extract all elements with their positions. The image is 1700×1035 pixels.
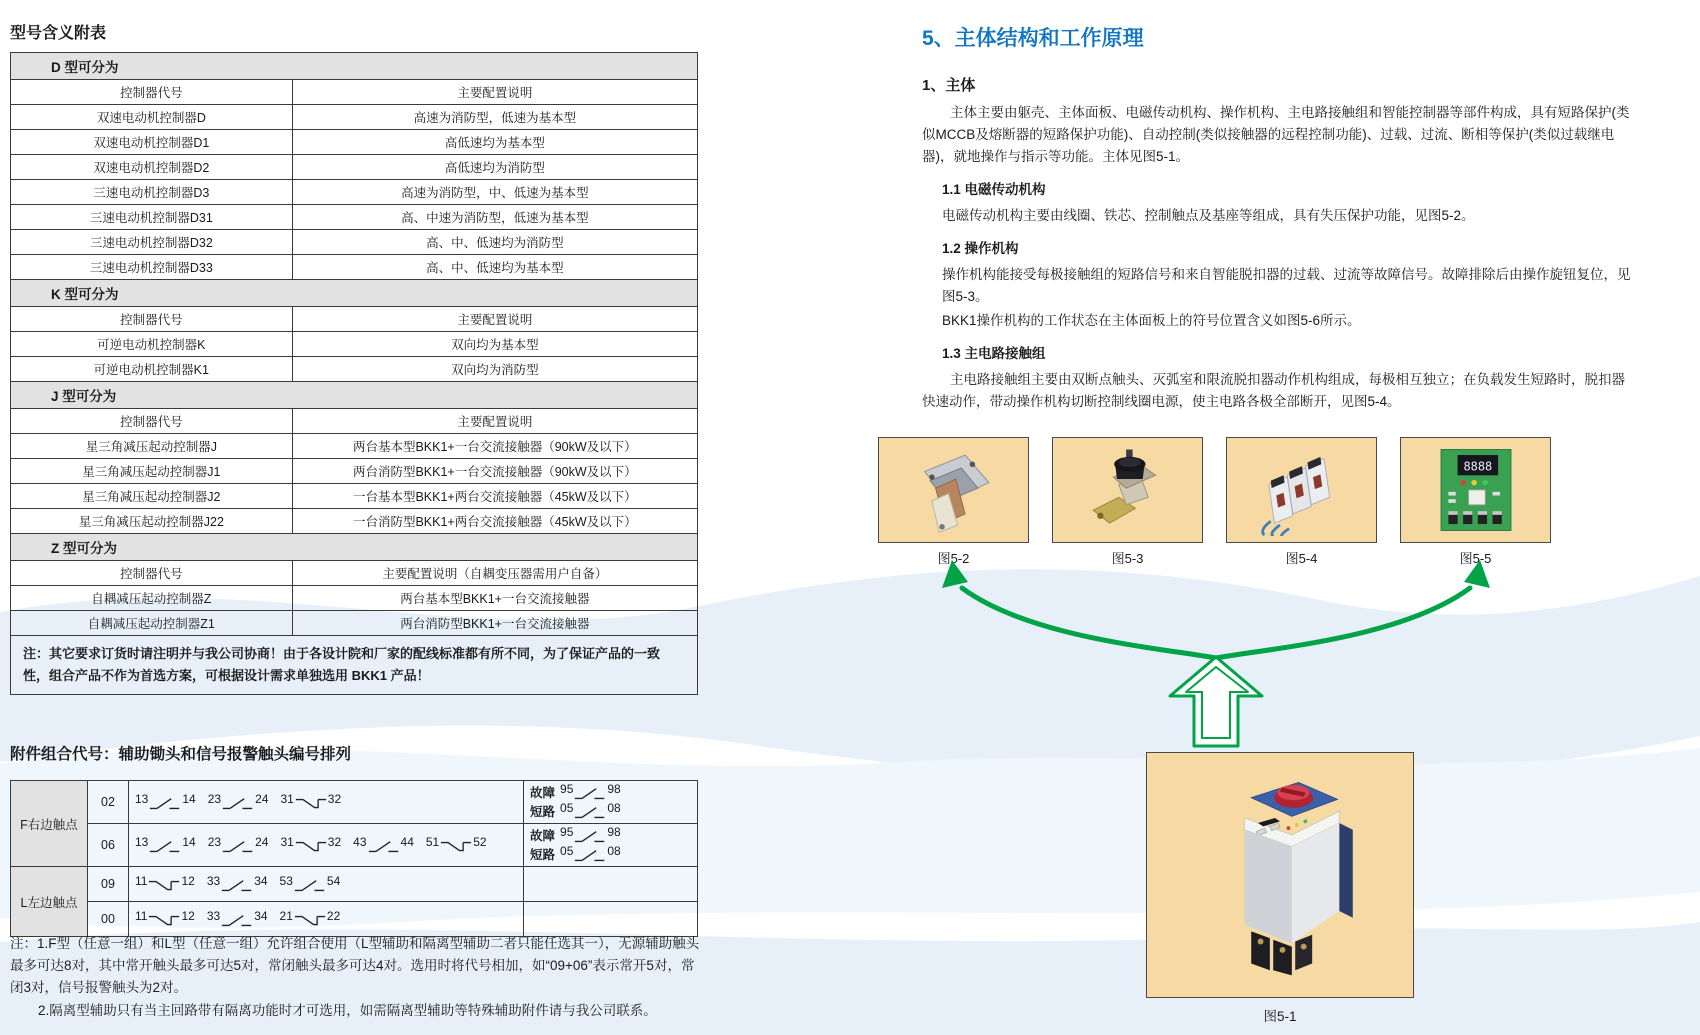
normally-closed-contact-symbol [440, 839, 472, 855]
contact-diagram-cell [129, 867, 524, 902]
contact-terminal-a: 43 [353, 835, 367, 849]
accessory-contact-table [10, 780, 698, 937]
configuration-cell: 高低速均为基本型 [292, 130, 697, 155]
normally-open-contact-symbol [294, 878, 326, 894]
contact-terminal-a: 33 [206, 909, 221, 923]
controller-code-cell: 星三角减压起动控制器J2 [11, 484, 293, 509]
contact-terminal-a: 53 [279, 874, 293, 888]
normally-closed-contact-symbol [148, 878, 180, 894]
figure-5-5-label: 图5-5 [1459, 551, 1492, 566]
figure-5-4-frame [1226, 437, 1377, 543]
contact-terminal-b: 14 [182, 792, 196, 806]
contact-terminal-b: 34 [254, 874, 268, 888]
contact-pair [530, 845, 621, 864]
controller-code-cell: 三速电动机控制器D33 [11, 255, 293, 280]
normally-open-contact-symbol [149, 839, 181, 855]
contact-terminal-a: 23 [207, 835, 222, 849]
contact-code-cell: 02 [88, 781, 129, 824]
contact-terminal-a: 33 [206, 874, 221, 888]
configuration-cell: 高、中、低速均为基本型 [292, 255, 697, 280]
column-header-code: 控制器代号 [11, 307, 293, 332]
contact-pair [135, 875, 195, 894]
configuration-cell: 两台消防型BKK1+一台交流接触器 [292, 611, 697, 636]
contact-terminal-a: 05 [560, 844, 574, 858]
contact-pair [135, 910, 195, 929]
table-row [11, 357, 698, 382]
contact-terminal-b: 12 [181, 874, 195, 888]
accessory-notes [10, 933, 706, 1022]
contact-terminal-a: 31 [280, 792, 294, 806]
contact-diagram-cell [129, 781, 524, 824]
controller-code-cell: 三速电动机控制器D31 [11, 205, 293, 230]
controller-code-cell: 双速电动机控制器D1 [11, 130, 293, 155]
table-row [11, 205, 698, 230]
figure-5-2-label: 图5-2 [937, 551, 970, 566]
contact-terminal-a: 13 [135, 792, 149, 806]
section-paragraph: 主体主要由躯壳、主体面板、电磁传动机构、操作机构、主电路接触组和智能控制器等部件构成，具有短路保护(类似MCCB及熔断器的短路保护功能)、自动控制(类似接触器的远程控制功能)、过载、过流、断相等保护(类似过载继电器)，就地操作与指示等功能。主体见图5-1。 [922, 105, 1630, 164]
contact-pair [426, 836, 487, 855]
contact-pair [208, 793, 269, 812]
contact-terminal-b: 12 [181, 909, 195, 923]
controller-code-cell: 三速电动机控制器D3 [11, 180, 293, 205]
section-paragraph: BKK1操作机构的工作状态在主体面板上的符号位置含义如图5-6所示。 [942, 313, 1361, 328]
contact-table-row [11, 781, 698, 824]
table-row [11, 255, 698, 280]
configuration-cell: 两台消防型BKK1+一台交流接触器（90kW及以下） [292, 459, 697, 484]
contact-terminal-b: 54 [326, 874, 341, 888]
contact-terminal-b: 24 [255, 835, 269, 849]
contact-terminal-b: 14 [182, 835, 196, 849]
contact-terminal-b: 32 [327, 792, 342, 806]
contact-terminal-b: 22 [326, 909, 341, 923]
controller-code-cell: 可逆电动机控制器K [11, 332, 293, 357]
figure-5-1-label: 图5-1 [1263, 1009, 1297, 1024]
contact-terminal-b: 52 [473, 835, 487, 849]
normally-open-contact-symbol [574, 829, 606, 845]
contact-terminal-b: 44 [400, 835, 414, 849]
column-header-description: 主要配置说明 [292, 307, 697, 332]
block-up-arrow [1164, 654, 1268, 750]
section-paragraph: 操作机构能接受每极接触组的短路信号和来自智能脱扣器的过载、过流等故障信号。故障排除后由操作旋钮复位，见图5-3。 [942, 267, 1631, 304]
figure-5-5 [1400, 437, 1551, 567]
controller-code-cell: 可逆电动机控制器K1 [11, 357, 293, 382]
contact-terminal-a: 51 [425, 835, 440, 849]
accessory-note-1: 注：1.F型（任意一组）和L型（任意一组）允许组合使用（L型辅助和隔离型辅助二者只能任选其一），无源辅助触头最多可达8对，其中常开触头最多可达5对，常闭触头最多可达4对。选用时将代号相加，如“09+06”表示常开5对，常闭3对，信号报警触头为2对。 [10, 936, 700, 995]
figure-5-3-label: 图5-3 [1111, 551, 1144, 566]
column-header-code: 控制器代号 [11, 561, 293, 586]
configuration-cell: 高低速均为消防型 [292, 155, 697, 180]
figure-5-4-label: 图5-4 [1285, 551, 1318, 566]
configuration-cell: 双向均为消防型 [292, 357, 697, 382]
section-title-sub: 1.1 电磁传动机构 [942, 182, 1046, 197]
contact-terminal-a: 11 [135, 909, 148, 923]
table-row [11, 230, 698, 255]
controller-pcb-photo [1430, 444, 1522, 536]
normally-open-contact-symbol [574, 805, 606, 821]
section-title-sub: 1.2 操作机构 [942, 241, 1019, 256]
section-title-sub: 1.3 主电路接触组 [942, 346, 1046, 361]
controller-code-cell: 双速电动机控制器D [11, 105, 293, 130]
controller-code-cell: 三速电动机控制器D32 [11, 230, 293, 255]
electromagnetic-mechanism-photo [908, 444, 1000, 536]
section-paragraph: 电磁传动机构主要由线圈、铁芯、控制触点及基座等组成，具有失压保护功能，见图5-2。 [942, 208, 1475, 223]
normally-open-contact-symbol [149, 796, 181, 812]
section-paragraph: 主电路接触组主要由双断点触头、灭弧室和限流脱扣器动作机构组成，每极相互独立；在负载发生短路时，脱扣器快速动作，带动操作机构切断控制线圈电源，使主电路各极全部断开，见图5-4。 [922, 372, 1625, 409]
configuration-cell: 两台基本型BKK1+一台交流接触器（90kW及以下） [292, 434, 697, 459]
table-row [11, 434, 698, 459]
alarm-contacts-cell [524, 781, 698, 824]
contact-pair [280, 910, 341, 929]
contact-code-cell: 06 [88, 824, 129, 867]
bkk1-controller-photo [1170, 763, 1390, 988]
normally-open-contact-symbol [222, 839, 254, 855]
column-header-description: 主要配置说明 [292, 80, 697, 105]
configuration-cell: 高速为消防型，低速为基本型 [292, 105, 697, 130]
controller-code-cell: 星三角减压起动控制器J1 [11, 459, 293, 484]
normally-closed-contact-symbol [295, 839, 327, 855]
contact-pair [208, 836, 269, 855]
normally-closed-contact-symbol [148, 913, 180, 929]
normally-open-contact-symbol [221, 878, 253, 894]
contact-terminal-a: 11 [135, 874, 148, 888]
configuration-cell: 高速为消防型，中、低速为基本型 [292, 180, 697, 205]
chapter-heading: 5、主体结构和工作原理 [922, 27, 1144, 50]
component-figure-row [878, 437, 1551, 567]
contact-pair-label: 故障 [530, 829, 556, 843]
accessory-note-2: 2.隔离型辅助只有当主回路带有隔离功能时才可选用，如需隔离型辅助等特殊辅助附件请与我公司联系。 [38, 1003, 657, 1018]
column-header-row [11, 80, 698, 105]
table-row [11, 611, 698, 636]
contact-terminal-a: 05 [560, 801, 574, 815]
configuration-cell: 高、中速为消防型，低速为基本型 [292, 205, 697, 230]
table-row [11, 459, 698, 484]
column-header-row [11, 307, 698, 332]
configuration-cell: 两台基本型BKK1+一台交流接触器 [292, 586, 697, 611]
configuration-cell: 高、中、低速均为消防型 [292, 230, 697, 255]
contact-terminal-b: 08 [607, 801, 621, 815]
table-row [11, 484, 698, 509]
contact-pair [530, 802, 621, 821]
table-row [11, 180, 698, 205]
section-header-row [11, 534, 698, 561]
alarm-contacts-cell [524, 902, 698, 937]
contact-terminal-b: 98 [607, 782, 621, 796]
configuration-cell: 一台消防型BKK1+两台交流接触器（45kW及以下） [292, 509, 697, 534]
contact-pair [353, 836, 414, 855]
contact-pair [530, 783, 621, 802]
contact-group-photo [1256, 444, 1348, 536]
contact-terminal-a: 95 [560, 825, 574, 839]
configuration-cell: 一台基本型BKK1+两台交流接触器（45kW及以下） [292, 484, 697, 509]
contact-terminal-b: 08 [607, 844, 621, 858]
converging-arrows [860, 556, 1620, 668]
contact-terminal-b: 98 [607, 825, 621, 839]
figure-5-2 [878, 437, 1029, 567]
contact-table-row [11, 824, 698, 867]
contact-table-row [11, 867, 698, 902]
normally-closed-contact-symbol [295, 796, 327, 812]
contact-terminal-a: 95 [560, 782, 574, 796]
svg-text:8888: 8888 [1462, 459, 1492, 474]
normally-open-contact-symbol [222, 796, 254, 812]
column-header-row [11, 409, 698, 434]
controller-code-cell: 自耦减压起动控制器Z [11, 586, 293, 611]
normally-open-contact-symbol [574, 786, 606, 802]
configuration-cell: 双向均为基本型 [292, 332, 697, 357]
contact-pair [135, 836, 196, 855]
contact-terminal-a: 23 [207, 792, 222, 806]
column-header-code: 控制器代号 [11, 409, 293, 434]
column-header-code: 控制器代号 [11, 80, 293, 105]
contact-terminal-a: 21 [279, 909, 293, 923]
contact-diagram-cell [129, 824, 524, 867]
contact-pair-label: 短路 [530, 848, 556, 862]
contact-pair [280, 875, 341, 894]
contact-group-cell: F右边触点 [11, 781, 88, 867]
contact-pair-label: 故障 [530, 786, 556, 800]
contact-terminal-b: 24 [255, 792, 269, 806]
figure-5-4 [1226, 437, 1377, 567]
section-header-row [11, 280, 698, 307]
contact-code-cell: 00 [88, 902, 129, 937]
table-row [11, 586, 698, 611]
controller-code-cell: 双速电动机控制器D2 [11, 155, 293, 180]
contact-code-cell: 09 [88, 867, 129, 902]
table-note-cell: 注：其它要求订货时请注明并与我公司协商！由于各设计院和厂家的配线标准都有所不同，为了保证产品的一致性，组合产品不作为首选方案，可根据设计需求单独选用 BKK1 产品！ [11, 636, 698, 695]
figure-5-3-frame [1052, 437, 1203, 543]
contact-pair [207, 910, 268, 929]
contact-pair-label: 短路 [530, 805, 556, 819]
section-header-cell: Z 型可分为 [11, 534, 698, 561]
normally-open-contact-symbol [221, 913, 253, 929]
operating-mechanism-photo [1082, 444, 1174, 536]
contact-pair [280, 836, 341, 855]
normally-open-contact-symbol [368, 839, 400, 855]
section-header-row [11, 382, 698, 409]
section-header-row [11, 53, 698, 80]
model-table-title: 型号含义附表 [10, 25, 107, 42]
table-row [11, 332, 698, 357]
controller-code-cell: 星三角减压起动控制器J22 [11, 509, 293, 534]
table-row [11, 130, 698, 155]
alarm-contacts-cell [524, 867, 698, 902]
table-row [11, 509, 698, 534]
contact-pair [207, 875, 268, 894]
contact-pair [530, 826, 621, 845]
figure-5-3 [1052, 437, 1203, 567]
contact-terminal-a: 13 [135, 835, 149, 849]
controller-code-cell: 星三角减压起动控制器J [11, 434, 293, 459]
section-header-cell: D 型可分为 [11, 53, 698, 80]
normally-closed-contact-symbol [294, 913, 326, 929]
section-header-cell: J 型可分为 [11, 382, 698, 409]
figure-5-2-frame [878, 437, 1029, 543]
figure-5-5-frame [1400, 437, 1551, 543]
alarm-contacts-cell [524, 824, 698, 867]
normally-open-contact-symbol [574, 848, 606, 864]
figure-5-1-frame [1146, 752, 1414, 998]
contact-table-row [11, 902, 698, 937]
contact-terminal-b: 34 [254, 909, 268, 923]
column-header-description: 主要配置说明（自耦变压器需用户自备） [292, 561, 697, 586]
contact-pair [280, 793, 341, 812]
contact-terminal-a: 31 [280, 835, 294, 849]
contact-diagram-cell [129, 902, 524, 937]
table-row [11, 155, 698, 180]
table-row [11, 105, 698, 130]
column-header-row [11, 561, 698, 586]
accessory-section-title: 附件组合代号：辅助锄头和信号报警触头编号排列 [10, 746, 352, 763]
model-meaning-table [10, 52, 698, 695]
article-body [922, 66, 1638, 415]
contact-terminal-b: 32 [327, 835, 342, 849]
contact-pair [135, 793, 196, 812]
controller-code-cell: 自耦减压起动控制器Z1 [11, 611, 293, 636]
section-title: 1、主体 [922, 77, 976, 94]
contact-group-cell: L左边触点 [11, 867, 88, 937]
section-header-cell: K 型可分为 [11, 280, 698, 307]
column-header-description: 主要配置说明 [292, 409, 697, 434]
table-note-row [11, 636, 698, 695]
